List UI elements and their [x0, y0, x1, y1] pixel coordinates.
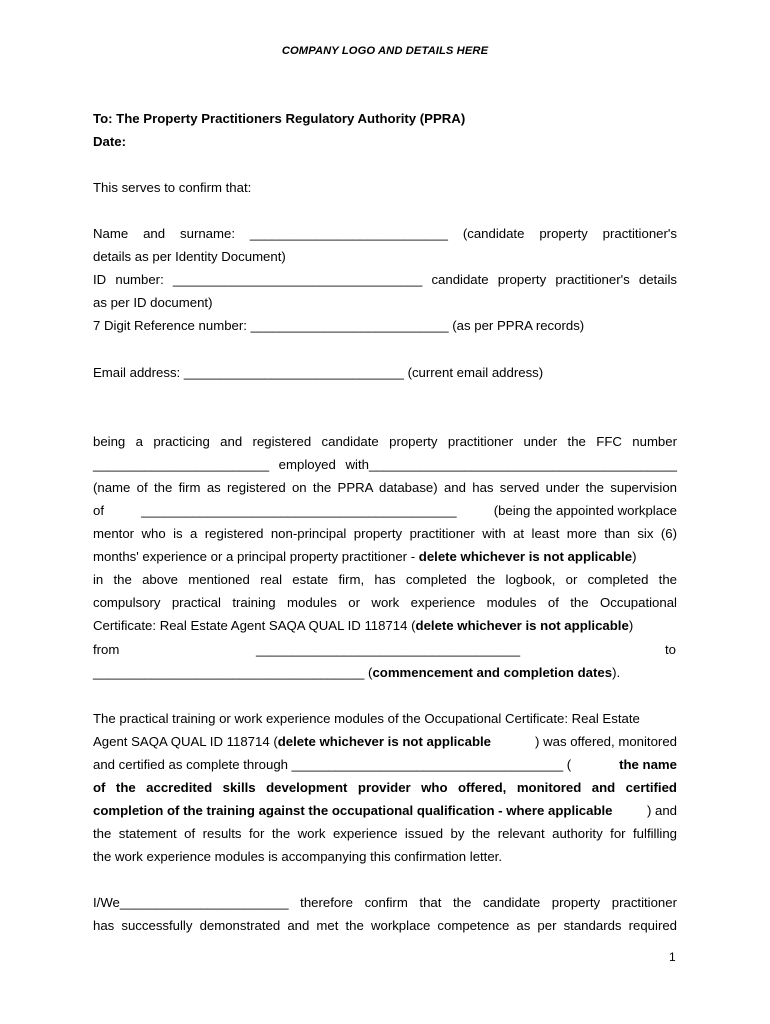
dates-blank: ____________________________________	[256, 642, 521, 657]
addressee-line: To: The Property Practitioners Regulatory Authority (PPRA)	[93, 111, 466, 126]
reference-number-field: 7 Digit Reference number: ___________________________ (as per PPRA records)	[93, 318, 585, 333]
paragraph-1-line: compulsory practical training modules or work experience modules of the Occupational	[93, 595, 677, 610]
id-field-line: ID number: __________________________________ candidate property practitioner's details	[93, 272, 677, 287]
paragraph-3-line: I/We_______________________ therefore confirm that the candidate property practitioner	[93, 895, 677, 910]
name-field-note: details as per Identity Document)	[93, 249, 286, 264]
to-label: to	[665, 642, 676, 657]
bold-instruction: the name	[619, 757, 677, 772]
bold-instruction: commencement and completion dates	[372, 665, 613, 680]
text-run: Agent SAQA QUAL ID 118714 (	[93, 734, 278, 749]
paragraph-2-line: the work experience modules is accompanying this confirmation letter.	[93, 849, 503, 864]
paragraph-1-line	[93, 503, 677, 519]
date-label: Date:	[93, 134, 126, 149]
name-field-line: Name and surname: ___________________________ (candidate property practitioner's	[93, 226, 677, 241]
text-run: ) and	[646, 803, 677, 818]
mentor-blank: ___________________________________________	[141, 503, 457, 518]
text-run: _____________________________________ (	[93, 665, 373, 680]
text-run: months' experience or a principal property practitioner -	[93, 549, 419, 564]
paragraph-3-line: has successfully demonstrated and met the workplace competence as per standards required	[93, 918, 677, 933]
paragraph-2-line	[93, 734, 677, 750]
bold-instruction: delete whichever is not applicable	[277, 734, 492, 749]
paragraph-2-line	[93, 803, 677, 819]
paragraph-1-line: mentor who is a registered non-principal property practitioner with at least more than six (6)	[93, 526, 677, 541]
bold-instruction: completion of the training against the occupational qualification - where applicable	[93, 803, 613, 818]
text-run: )	[632, 549, 637, 564]
bold-instruction: delete whichever is not applicable	[418, 549, 633, 564]
paragraph-1-line: in the above mentioned real estate firm, has completed the logbook, or completed the	[93, 572, 677, 587]
paragraph-2-line: the statement of results for the work experience issued by the relevant authority for fulfilling	[93, 826, 677, 841]
paragraph-2-line	[93, 757, 677, 773]
paragraph-2-line: The practical training or work experience modules of the Occupational Certificate: Real Estate	[93, 711, 640, 726]
paragraph-2-line: of the accredited skills development provider who offered, monitored and certified	[93, 780, 677, 795]
mentor-note: (being the appointed workplace	[493, 503, 677, 518]
paragraph-1-line	[93, 618, 633, 634]
from-label: from	[93, 642, 120, 657]
intro-text: This serves to confirm that:	[93, 180, 252, 195]
paragraph-1-line: ________________________ employed with__________________________________________	[93, 457, 677, 472]
of-label: of	[93, 503, 104, 518]
bold-instruction: delete whichever is not applicable	[415, 618, 629, 633]
text-run: ) was offered, monitored	[535, 734, 677, 749]
paragraph-1-line	[93, 665, 620, 681]
paragraph-1-line: (name of the firm as registered on the PPRA database) and has served under the supervision	[93, 480, 677, 495]
page-number: 1	[669, 950, 676, 964]
email-field: Email address: ______________________________ (current email address)	[93, 365, 544, 380]
paragraph-1-line: being a practicing and registered candidate property practitioner under the FFC number	[93, 434, 677, 449]
text-run: Certificate: Real Estate Agent SAQA QUAL ID 118714 (	[93, 618, 416, 633]
text-run: ).	[612, 665, 621, 680]
text-group	[93, 734, 491, 750]
id-field-note: as per ID document)	[93, 295, 213, 310]
text-run: and certified as complete through _____________________________________ (	[93, 757, 572, 772]
company-logo-placeholder: COMPANY LOGO AND DETAILS HERE	[281, 45, 489, 57]
paragraph-1-line	[93, 549, 636, 565]
text-run: )	[628, 618, 634, 633]
